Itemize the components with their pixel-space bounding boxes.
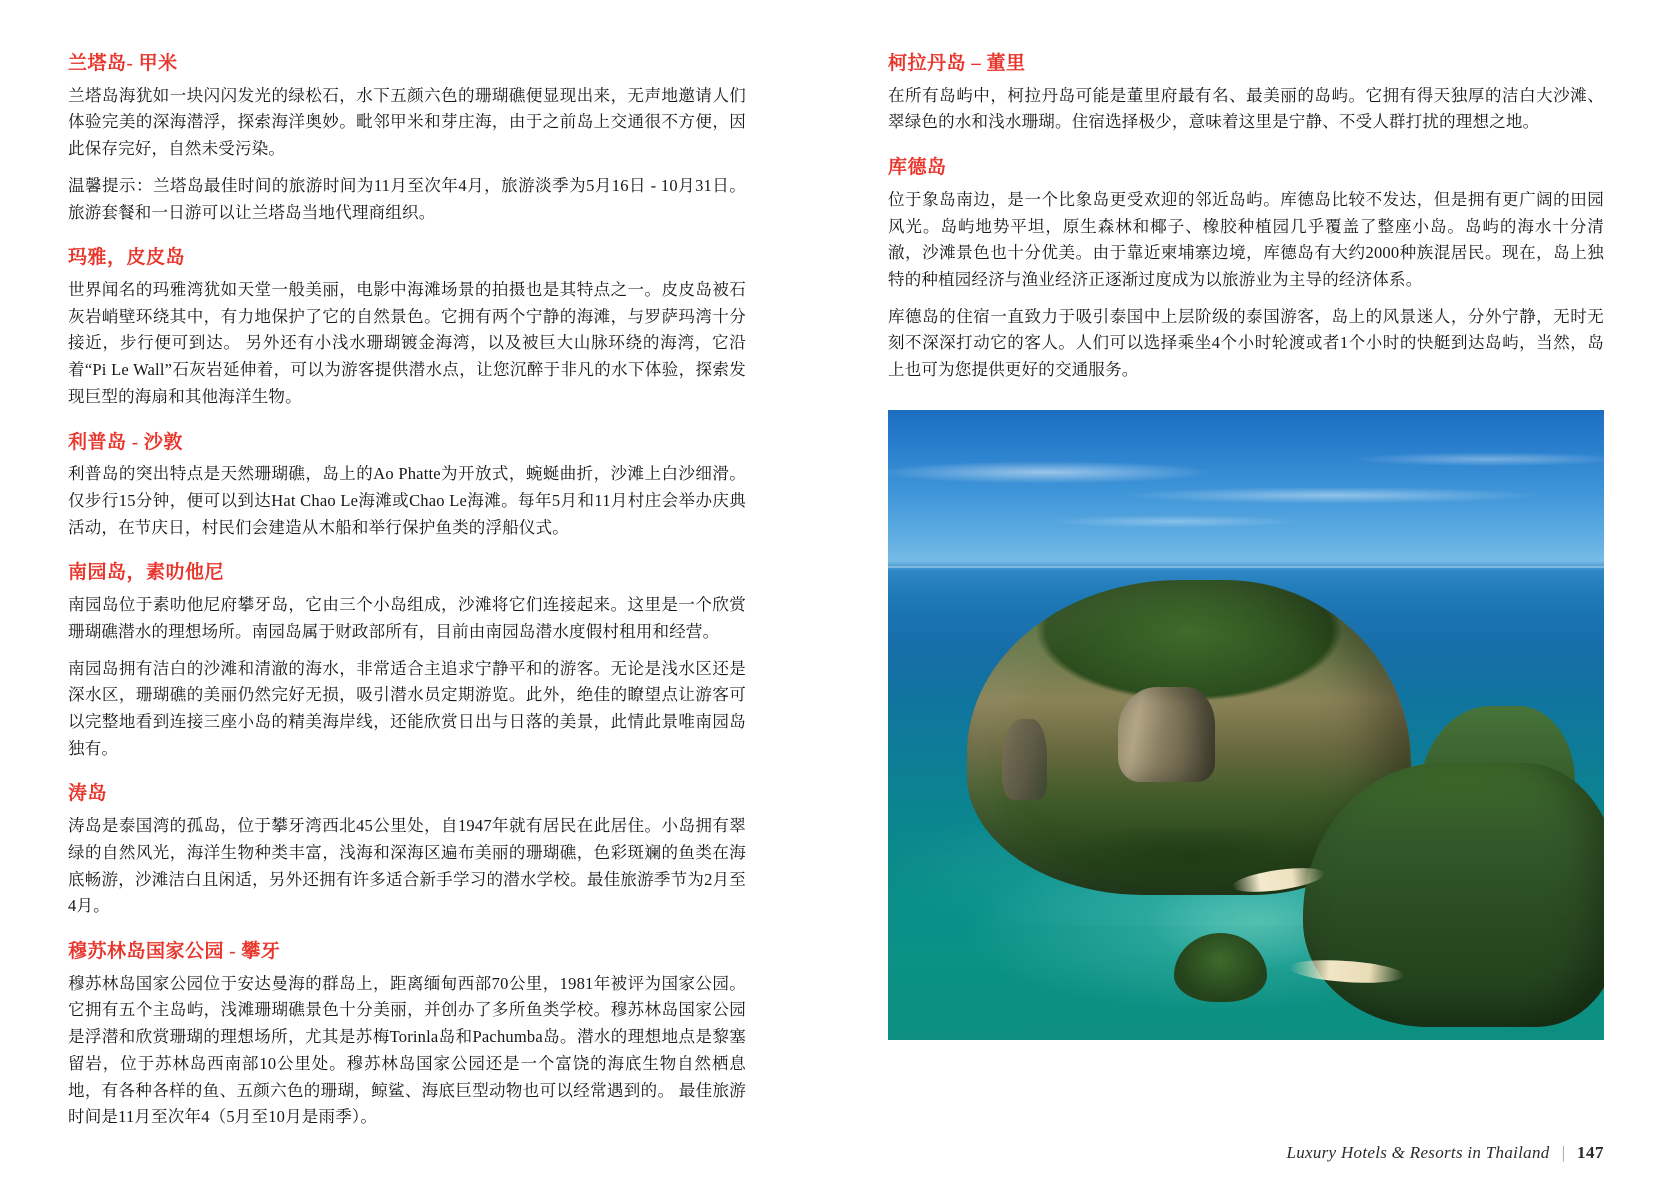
section-lipe-satun <box>68 431 746 542</box>
section-paragraph: 南园岛位于素叻他尼府攀牙岛，它由三个小岛组成，沙滩将它们连接起来。这里是一个欣赏珊瑚礁潜水的理想场所。南园岛属于财政部所有，目前由南园岛潜水度假村租用和经营。 <box>68 595 746 641</box>
section-heading: 柯拉丹岛 – 董里 <box>888 53 1026 74</box>
section-paragraph: 库德岛的住宿一直致力于吸引泰国中上层阶级的泰国游客，岛上的风景迷人，分外宁静，无时无刻不深深打动它的客人。人们可以选择乘坐4个小时轮渡或者1个小时的快艇到达岛屿，当然，岛上也可为您提供更好的交通服务。 <box>888 306 1604 380</box>
section-paragraph: 南园岛拥有洁白的沙滩和清澈的海水，非常适合主追求宁静平和的游客。无论是浅水区还是深水区，珊瑚礁的美丽仍然完好无损，吸引潜水员定期游览。此外，绝佳的瞭望点让游客可以完整地看到连接三座小岛的精美海岸线，还能欣赏日出与日落的美景，此情此景唯南园岛独有。 <box>68 658 746 758</box>
section-heading: 库德岛 <box>888 157 947 179</box>
footer-separator: | <box>1561 1143 1565 1162</box>
footer-book-title: Luxury Hotels & Resorts in Thailand <box>1286 1143 1550 1162</box>
page-number: 147 <box>1577 1143 1604 1162</box>
section-kradan-trang <box>888 52 1604 136</box>
section-paragraph: 温馨提示：兰塔岛最佳时间的旅游时间为11月至次年4月，旅游淡季为5月16日 - 10月31日。旅游套餐和一日游可以让兰塔岛当地代理商组织。 <box>68 175 746 222</box>
page-footer <box>1286 1143 1604 1163</box>
section-paragraph: 世界闻名的玛雅湾犹如天堂一般美丽，电影中海滩场景的拍摄也是其特点之一。皮皮岛被石灰岩峭壁环绕其中，有力地保护了它的自然景色。它拥有两个宁静的海滩，与罗萨玛湾十分接近，步行便可到达。 另外还有小浅水珊瑚镀金海湾，以及被巨大山脉环绕的海湾，它沿着“Pi Le Wall”石灰岩延伸着，可以为游客提供潜水点，让您沉醉于非凡的水下体验，探索发现巨型的海扇和其他海洋生物。 <box>68 279 746 406</box>
section-tao-island <box>68 782 746 920</box>
right-column <box>836 0 1672 1191</box>
foreground-island <box>1303 763 1604 1028</box>
rock-spur <box>1002 719 1046 801</box>
section-heading: 玛雅，皮皮岛 <box>68 247 186 269</box>
section-paragraph: 兰塔岛海犹如一块闪闪发光的绿松石，水下五颜六色的珊瑚礁便显现出来，无声地邀请人们体验完美的深海潜浮，探索海洋奥妙。毗邻甲米和芽庄海，由于之前岛上交通很不方便，因此保存完好，自然未受污染。 <box>68 85 746 159</box>
section-paragraph: 涛岛是泰国湾的孤岛，位于攀牙湾西北45公里处，自1947年就有居民在此居住。小岛拥有翠绿的自然风光，海洋生物种类丰富，浅海和深海区遍布美丽的珊瑚礁，色彩斑斓的鱼类在海底畅游，沙滩洁白且闲适，另外还拥有许多适合新手学习的潜水学校。最佳旅游季节为2月至4月。 <box>68 816 746 916</box>
clouds-layer <box>888 410 1604 574</box>
section-kood-island <box>888 156 1604 384</box>
section-nangyuan-suratthani <box>68 561 746 762</box>
section-heading: 兰塔岛- 甲米 <box>68 53 178 74</box>
island-photograph <box>888 410 1604 1040</box>
section-heading: 南园岛，素叻他尼 <box>68 562 225 584</box>
section-heading: 穆苏林岛国家公园 - 攀牙 <box>68 940 281 962</box>
section-paragraph: 利普岛的突出特点是天然珊瑚礁，岛上的Ao Phatte为开放式，蜿蜒曲折，沙滩上白沙细滑。仅步行15分钟，便可以到达Hat Chao Le海滩或Chao Le海滩。每年5月和11月村庄会举办庆典活动，在节庆日，村民们会建造从木船和举行保护鱼类的浮船仪式。 <box>68 464 746 537</box>
section-maya-phiphi <box>68 246 746 410</box>
section-paragraph: 在所有岛屿中，柯拉丹岛可能是董里府最有名、最美丽的岛屿。它拥有得天独厚的洁白大沙滩、翠绿色的水和浅水珊瑚。住宿选择极少，意味着这里是宁静、不受人群打扰的理想之地。 <box>888 85 1604 132</box>
section-paragraph: 穆苏林岛国家公园位于安达曼海的群岛上，距离缅甸西部70公里，1981年被评为国家公园。它拥有五个主岛屿，浅滩珊瑚礁景色十分美丽，并创办了多所鱼类学校。穆苏林岛国家公园是浮潜和欣赏珊瑚的理想场所，尤其是苏梅Torinla岛和Pachumba岛。潜水的理想地点是黎塞留岩，位于苏林岛西南部10公里处。穆苏林岛国家公园还是一个富饶的海底生物自然栖息地，有各种各样的鱼、五颜六色的珊瑚，鲸鲨、海底巨型动物也可以经常遇到的。 最佳旅游时间是11月至次年4（5月至10月是雨季）。 <box>68 973 746 1127</box>
section-surin-national-park <box>68 940 746 1131</box>
horizon-line <box>888 566 1604 568</box>
cliff-face <box>1118 687 1216 782</box>
section-heading: 涛岛 <box>68 783 108 805</box>
section-paragraph: 位于象岛南边，是一个比象岛更受欢迎的邻近岛屿。库德岛比较不发达，但是拥有更广阔的田园风光。岛屿地势平坦，原生森林和椰子、橡胶种植园几乎覆盖了整座小岛。岛屿的海水十分清澈，沙滩景色也十分优美。由于靠近柬埔寨边境，库德岛有大约2000种族混居民。现在，岛上独特的种植园经济与渔业经济正逐渐过度成为以旅游业为主导的经济体系。 <box>888 189 1604 289</box>
section-heading: 利普岛 - 沙敦 <box>68 431 183 453</box>
section-lanta-krabi <box>68 52 746 226</box>
